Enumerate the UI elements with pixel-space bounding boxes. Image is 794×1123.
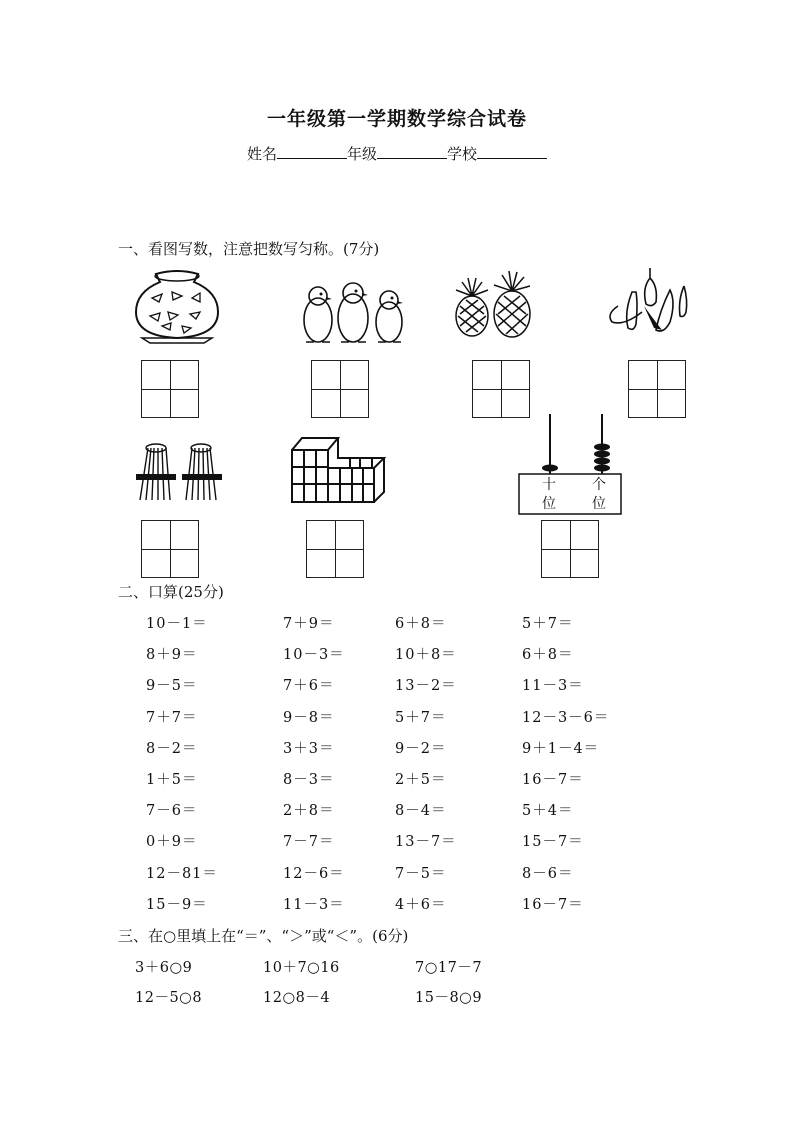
compare-problem[interactable]: 7○17－7 xyxy=(415,960,483,976)
calc-problem[interactable]: 5＋7＝ xyxy=(395,709,447,726)
fishbowl-icon xyxy=(132,268,222,344)
calc-problem[interactable]: 7－7＝ xyxy=(283,834,335,851)
grade-label: 年级 xyxy=(346,145,377,163)
abacus-ones-label-bottom: 位 xyxy=(592,496,606,512)
section1-heading: 一、看图写数，注意把数写匀称。(7分) xyxy=(118,240,380,258)
calc-problem[interactable]: 10－1＝ xyxy=(146,616,208,632)
calc-problem[interactable]: 9－2＝ xyxy=(395,740,447,757)
calc-problem[interactable]: 16－7＝ xyxy=(522,772,584,788)
calc-problem[interactable]: 12－81＝ xyxy=(146,865,218,882)
section2-heading: 二、口算(25分) xyxy=(118,583,224,601)
compare-problem[interactable]: 12－5○8 xyxy=(135,990,203,1006)
compare-problem[interactable]: 3＋6○9 xyxy=(135,960,193,976)
answer-box-4[interactable] xyxy=(628,360,686,418)
grade-blank[interactable] xyxy=(377,144,447,159)
calc-problem[interactable]: 11－3＝ xyxy=(283,896,345,913)
answer-box-5[interactable] xyxy=(141,520,199,578)
calc-problem[interactable]: 11－3＝ xyxy=(522,678,584,695)
calc-problem[interactable]: 7＋9＝ xyxy=(283,616,335,632)
calc-problem[interactable]: 10＋8＝ xyxy=(395,647,457,664)
calc-problem[interactable]: 5＋7＝ xyxy=(522,616,574,632)
stick-bundles-icon xyxy=(130,438,230,504)
abacus-tens-label-bottom: 位 xyxy=(542,496,556,512)
calc-problem[interactable]: 15－7＝ xyxy=(522,834,584,851)
calc-problem[interactable]: 8－2＝ xyxy=(146,740,198,757)
calc-problem[interactable]: 8＋9＝ xyxy=(146,647,198,664)
calc-problem[interactable]: 7－5＝ xyxy=(395,865,447,882)
calc-problem[interactable]: 5＋4＝ xyxy=(522,803,574,820)
calc-problem[interactable]: 8－4＝ xyxy=(395,803,447,820)
answer-box-1[interactable] xyxy=(141,360,199,418)
school-label: 学校 xyxy=(447,145,478,163)
name-blank[interactable] xyxy=(277,144,347,159)
calc-problem[interactable]: 10－3＝ xyxy=(283,647,345,664)
calc-problem[interactable]: 2＋8＝ xyxy=(283,803,335,820)
cube-blocks-icon xyxy=(288,430,386,504)
peppers-icon xyxy=(604,266,696,336)
abacus-ones-label-top: 个 xyxy=(592,477,606,493)
compare-problem[interactable]: 10＋7○16 xyxy=(263,960,340,976)
calc-problem[interactable]: 6＋8＝ xyxy=(395,616,447,632)
abacus-tens-label-top: 十 xyxy=(542,477,556,493)
penguins-icon xyxy=(296,280,411,348)
calc-problem[interactable]: 13－7＝ xyxy=(395,834,457,851)
answer-box-7[interactable] xyxy=(541,520,599,578)
calc-problem[interactable]: 13－2＝ xyxy=(395,678,457,695)
calc-problem[interactable]: 0＋9＝ xyxy=(146,834,198,851)
calc-problem[interactable]: 9－5＝ xyxy=(146,678,198,695)
calc-problem[interactable]: 2＋5＝ xyxy=(395,772,447,788)
name-label: 姓名 xyxy=(246,145,277,163)
calc-problem[interactable]: 7－6＝ xyxy=(146,803,198,820)
calc-problem[interactable]: 12－3－6＝ xyxy=(522,709,610,726)
calc-problem[interactable]: 12－6＝ xyxy=(283,865,345,882)
calc-problem[interactable]: 8－6＝ xyxy=(522,865,574,882)
calc-problem[interactable]: 15－9＝ xyxy=(146,896,208,913)
calc-problem[interactable]: 7＋7＝ xyxy=(146,709,198,726)
pineapples-icon xyxy=(444,268,540,340)
calc-problem[interactable]: 4＋6＝ xyxy=(395,896,447,913)
header-fields xyxy=(0,143,794,164)
answer-box-6[interactable] xyxy=(306,520,364,578)
answer-box-3[interactable] xyxy=(472,360,530,418)
calc-problem[interactable]: 7＋6＝ xyxy=(283,678,335,695)
compare-problem[interactable]: 12○8－4 xyxy=(263,990,331,1006)
calc-problem[interactable]: 1＋5＝ xyxy=(146,772,198,788)
calc-problem[interactable]: 16－7＝ xyxy=(522,896,584,913)
calc-problem[interactable]: 9－8＝ xyxy=(283,709,335,726)
abacus-icon xyxy=(518,412,624,516)
compare-problem[interactable]: 15－8○9 xyxy=(415,990,483,1006)
page-title: 一年级第一学期数学综合试卷 xyxy=(266,108,527,130)
school-blank[interactable] xyxy=(477,144,547,159)
calc-problem[interactable]: 3＋3＝ xyxy=(283,740,335,757)
calc-problem[interactable]: 9＋1－4＝ xyxy=(522,740,600,757)
section3-heading: 三、在○里填上在“＝”、“＞”或“＜”。(6分) xyxy=(118,927,409,945)
answer-box-2[interactable] xyxy=(311,360,369,418)
calc-problem[interactable]: 6＋8＝ xyxy=(522,647,574,664)
calc-problem[interactable]: 8－3＝ xyxy=(283,772,335,788)
